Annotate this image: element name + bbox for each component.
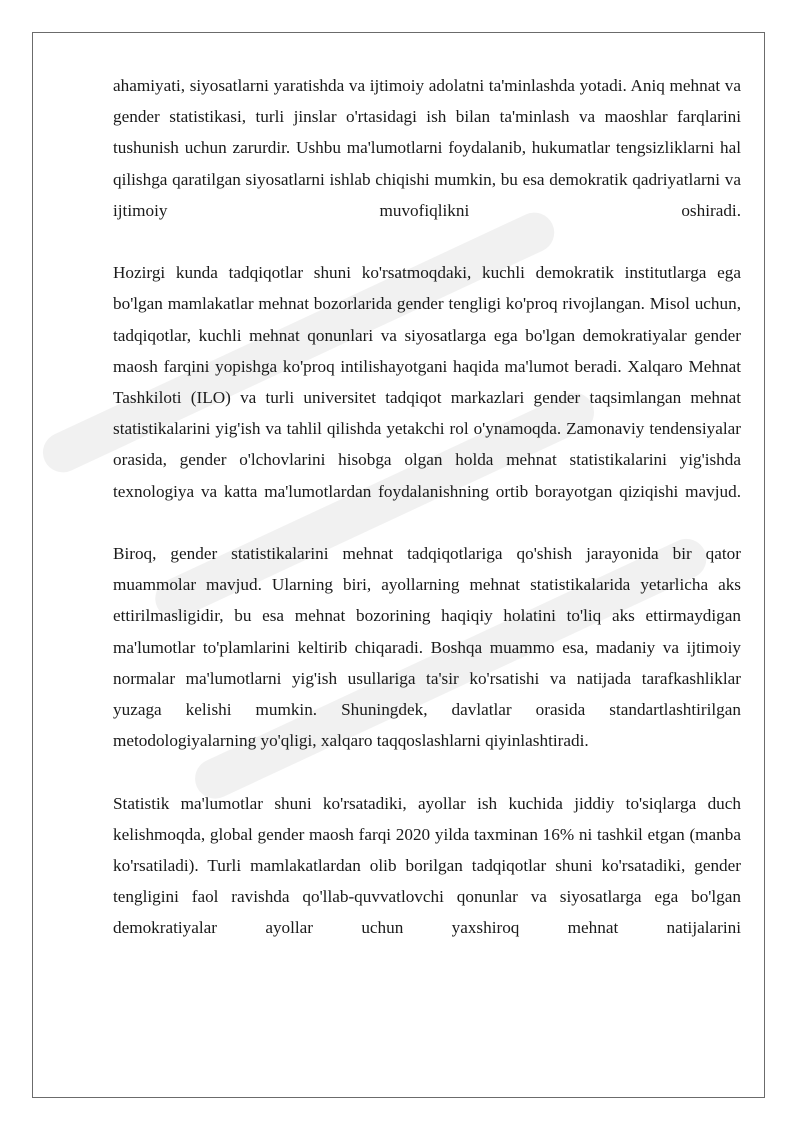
paragraph-gap bbox=[113, 226, 741, 257]
paragraph-gap bbox=[113, 507, 741, 538]
document-body bbox=[113, 70, 741, 944]
paragraph-1: ahamiyati, siyosatlarni yaratishda va ijtimoiy adolatni ta'minlashda yotadi. Aniq mehnat va gender statistikasi, turli jinslar o'rtasidagi ish bilan ta'minlash va maoshlar farqlarini tushunish uchun zarurdir. Ushbu ma'lumotlarni foydalanib, hukumatlar tengsizliklarni hal qilishga qaratilgan siyosatlarni ishlab chiqishi mumkin, bu esa demokratik qadriyatlarni va ijtimoiy muvofiqlikni oshiradi. bbox=[113, 76, 741, 220]
paragraph-gap bbox=[113, 756, 741, 787]
paragraph-2: Hozirgi kunda tadqiqotlar shuni ko'rsatmoqdaki, kuchli demokratik institutlarga ega bo'lgan mamlakatlar mehnat bozorlarida gender tengligi ko'proq rivojlangan. Misol uchun, tadqiqotlar, kuchli mehnat qonunlari va siyosatlarga ega bo'lgan demokratiyalar gender maosh farqini yopishga ko'proq intilishayotgani haqida ma'lumot beradi. Xalqaro Mehnat Tashkiloti (ILO) va turli universitet tadqiqot markazlari gender taqsimlangan mehnat statistikalarini yig'ish va tahlil qilishda yetakchi rol o'ynamoqda. Zamonaviy tendensiyalar orasida, gender o'lchovlarini hisobga olgan holda mehnat statistikalarini yig'ishda texnologiya va katta ma'lumotlardan foydalanishning ortib borayotgan qiziqishi mavjud. bbox=[113, 263, 741, 501]
paragraph-3: Biroq, gender statistikalarini mehnat tadqiqotlariga qo'shish jarayonida bir qator muammolar mavjud. Ularning biri, ayollarning mehnat statistikalarida yetarlicha aks ettirilmasligidir, bu esa mehnat bozorining haqiqiy holatini to'liq aks ettirmaydigan ma'lumotlar to'plamlarini keltirib chiqaradi. Boshqa muammo esa, madaniy va ijtimoiy normalar ma'lumotlarni yig'ish usullariga ta'sir ko'rsatishi va natijada tarafkashliklar yuzaga kelishi mumkin. Shuningdek, davlatlar orasida standartlashtirilgan metodologiyalarning yo'qligi, xalqaro taqqoslashlarni qiyinlashtiradi. bbox=[113, 544, 741, 751]
paragraph-4: Statistik ma'lumotlar shuni ko'rsatadiki, ayollar ish kuchida jiddiy to'siqlarga duch kelishmoqda, global gender maosh farqi 2020 yilda taxminan 16% ni tashkil etgan (manba ko'rsatiladi). Turli mamlakatlardan olib borilgan tadqiqotlar shuni ko'rsatadiki, gender tengligini faol ravishda qo'llab-quvvatlovchi qonunlar va siyosatlarga ega bo'lgan demokratiyalar ayollar uchun yaxshiroq mehnat natijalarini bbox=[113, 793, 741, 938]
